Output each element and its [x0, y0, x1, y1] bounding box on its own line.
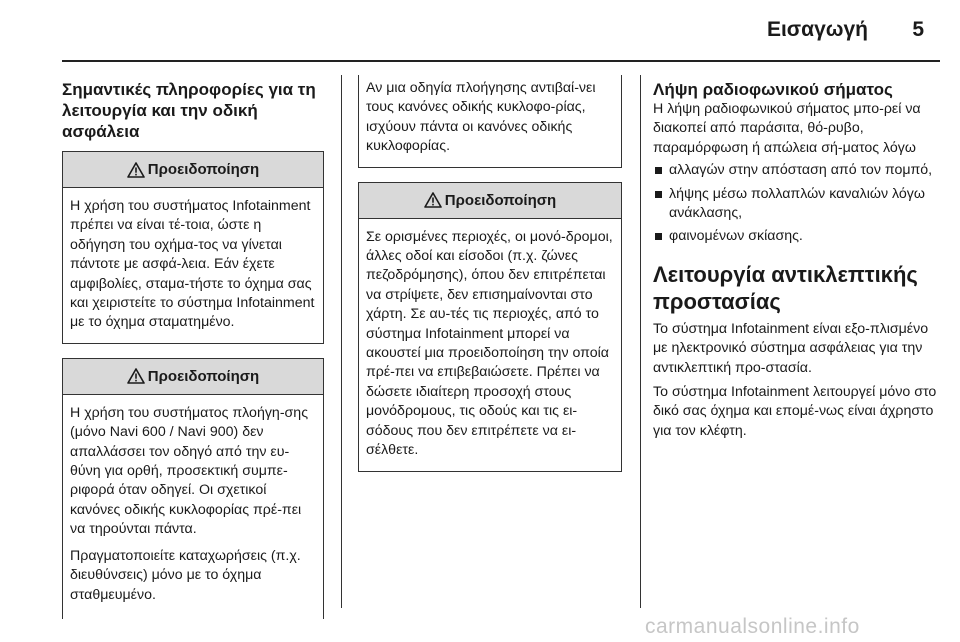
warning-header	[63, 359, 323, 395]
section-title-safety: Σημαντικές πληροφορίες για τη λειτουργία και την οδική ασφάλεια	[62, 80, 316, 141]
page-number: 5	[912, 18, 924, 41]
warning-body	[63, 395, 323, 605]
list-item: φαινομένων σκίασης.	[653, 227, 943, 246]
list-item: αλλαγών στην απόσταση από τον πομπό,	[653, 161, 943, 180]
section-title-antitheft: Λειτουργία αντικλεπτικής προστασίας	[653, 261, 918, 314]
warning-box-3	[358, 182, 622, 472]
antitheft-text-1: Το σύστημα Infotainment είναι εξο-πλισμένο με ηλεκτρονικό σύστημα ασφάλειας για την αντικλεπτική προ-στασία.	[653, 320, 929, 376]
page-header	[0, 0, 960, 62]
warning-header	[63, 152, 323, 188]
warning-box-1	[62, 151, 324, 344]
warning-label: Προειδοποίηση	[147, 367, 260, 385]
column-3	[653, 75, 943, 441]
antitheft-text-2: Το σύστημα Infotainment λειτουργεί μόνο στο δικό σας όχημα και επομέ-νως είναι άχρηστο για τον κλέφτη.	[653, 384, 937, 439]
column-divider-1	[341, 75, 342, 608]
warning-text: Η χρήση του συστήματος πλοήγη-σης (μόνο Navi 600 / Navi 900) δεν απαλλάσσει τον οδηγό από την ευ-θύνη για ορθή, προσεκτική συμπε-ριφορά όταν οδηγεί. Οι σχετικοί κανόνες οδικής κυκλοφορίας πρέ-πει να τηρούνται πάντα.	[70, 404, 309, 538]
column-1	[62, 75, 324, 619]
section-title-radio-reception: Λήψη ραδιοφωνικού σήματος	[653, 80, 893, 99]
warning-triangle-icon	[127, 368, 145, 384]
reception-causes-list	[653, 161, 943, 247]
page-title: Εισαγωγή	[766, 18, 868, 41]
warning-header	[359, 183, 621, 219]
column-divider-2	[640, 75, 641, 608]
bullet-icon	[655, 191, 662, 198]
warning-triangle-icon	[424, 192, 442, 208]
warning-label: Προειδοποίηση	[147, 161, 260, 178]
warning-triangle-icon	[127, 162, 145, 178]
warning-box-2	[62, 358, 324, 619]
bullet-icon	[655, 233, 662, 240]
bullet-icon	[655, 167, 662, 174]
header-divider	[62, 60, 940, 62]
warning-text: Πραγματοποιείτε καταχωρήσεις (π.χ. διευθύνσεις) μόνο με το όχημα σταθμευμένο.	[70, 547, 301, 603]
continued-warning-text: Αν μια οδηγία πλοήγησης αντιβαί-νει τους κανόνες οδικής κυκλοφο-ρίας, ισχύουν πάντα οι κανόνες οδικής κυκλοφορίας.	[366, 80, 596, 155]
continued-warning-box	[358, 75, 622, 168]
warning-text: Σε ορισμένες περιοχές, οι μονό-δρομοι, άλλες οδοί και είσοδοι (π.χ. ζώνες πεζοδρόμησης), όπου δεν επιτρέπεται να στρίψετε, δεν επισημαίνονται στο χάρτη. Σε αυ-τές τις περιοχές, από το σύστημα Infotainment μπορεί να ακουστεί μια προειδοποίηση την οποία πρέ-πει να επιβεβαιώσετε. Πρέπει να δώσετε ιδιαίτερη προσοχή στους μονόδρομους, τις οδούς και τις ει-σόδους που δεν επιτρέπετε να ει-σέλθετε.	[366, 228, 613, 459]
reception-text: Η λήψη ραδιοφωνικού σήματος μπο-ρεί να διακοπεί από παράσιτα, θό-ρυβο, παραμόρφωση ή απώλεια σή-ματος λόγω	[653, 101, 921, 156]
warning-label: Προειδοποίηση	[444, 191, 557, 209]
list-item: λήψης μέσω πολλαπλών καναλιών λόγω ανάκλασης,	[653, 185, 943, 224]
column-2	[358, 75, 622, 472]
warning-text: Η χρήση του συστήματος Infotainment πρέπει να είναι τέ-τοια, ώστε η οδήγηση του οχήμα-τος να γίνεται πάντοτε με ασφά-λεια. Εάν έχετε αμφιβολίες, σταμα-τήστε το όχημα σας και χειριστείτε το σύστημα Infotainment με το όχημα σταματημένο.	[70, 198, 315, 331]
watermark: carmanualsonline.info	[645, 615, 860, 638]
